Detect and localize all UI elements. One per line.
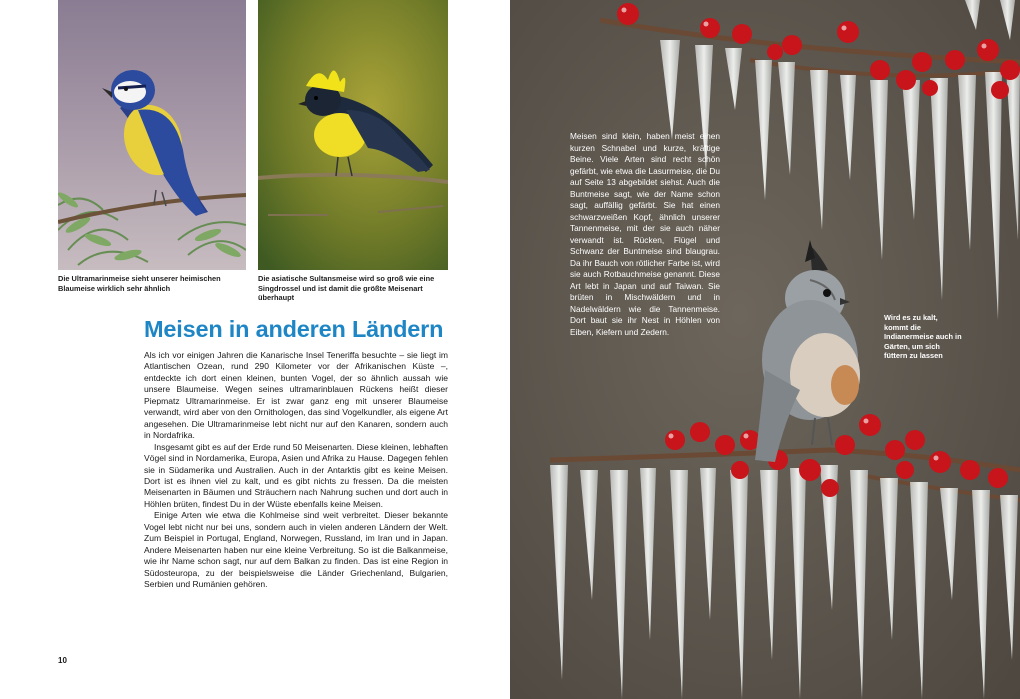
ultramarine-tit-photo xyxy=(58,0,246,270)
right-page-text: Meisen sind klein, haben meist einen kurzen Schnabel und kurze, kräftige Beine. Viele Arten sind recht schön gefärbt, wie etwa die Lasurmeise, die Du auf Seite 13 abgebildet siehst. Auch die Buntmeise sagt, wie der Name schon sagt, auffällig gefärbt. Sie hat einen schwarzweißen Kopf, ähnlich unserer Tannenmeise, mit der sie auch näher verwandt ist. Rücken, Flügel und Schwanz der Buntmeise sind blaugrau. Da ihr Bauch von rötlicher Farbe ist, wird sie auch Rotbauchmeise genannt. Diese Art lebt in Japan und auf Taiwan. Sie brüten in Mischwäldern und in Nadelwäldern wie die Tannenmeise. Dort baut sie ihr Nest in Höhlen von Eiben, Kiefern und Zedern. xyxy=(570,131,720,337)
sultan-tit-photo xyxy=(258,0,448,270)
page-number: 10 xyxy=(58,656,67,665)
caption-sultan-tit: Die asiatische Sultansmeise wird so groß wie eine Singdrossel und ist damit die größte Meisenart überhaupt xyxy=(258,274,435,303)
paragraph-2: Insgesamt gibt es auf der Erde rund 50 Meisenarten. Diese kleinen, lebhaften Vögel sind in Nordamerika, Europa, Asien und Afrika zu Hause. Dagegen fehlen sie in Südamerika und Australien. Auch in der Antarktis gibt es keine Meisen. Dort ist es ihnen viel zu kalt, und es gibt nichts zu fressen. Da die meisten Meisenarten in Bäumen und Sträuchern nach Nahrung suchen und dort auch in Höhlen brüten, findest Du in der Wüste ebenfalls keine Meisen. xyxy=(144,441,448,509)
body-text xyxy=(144,350,448,591)
paragraph-1: Als ich vor einigen Jahren die Kanarische Insel Teneriffa besuchte – sie liegt im Atlantischen Ozean, rund 290 Kilometer vor der Afrikanischen Küste –, entdeckte ich dort einen kleinen, bunten Vogel, der so ähnlich aussah wie unsere Blaumeise. Wegen seines ultramarinblauen Rückens heißt dieser Piepmatz Ultramarinmeise. Er ist zwar ganz eng mit unserer Blaumeise verwandt, wird aber von den Ornithologen, das sind Vogelkundler, als eigene Art angesehen. Die Ultramarinmeise lebt nicht nur auf den Kanaren, sondern auch in Nordafrika. xyxy=(144,350,448,441)
paragraph-3: Einige Arten wie etwa die Kohlmeise sind weit verbreitet. Dieser bekannte Vogel lebt nicht nur bei uns, sondern auch in vielen anderen Ländern der Welt. Zum Beispiel in Portugal, England, Norwegen, Russland, im Iran und in Japan. Andere Meisenarten haben nur eine kleine Verbreitung. So ist die Balkanmeise, wie ihr Name schon sagt, nur auf dem Balkan zu finden. Das ist eine Region in Südosteuropa, zu der beispielsweise die Länder Griechenland, Bulgarien, Serbien und Rumänien gehören. xyxy=(144,510,448,590)
caption-tufted-titmouse: Wird es zu kalt, kommt die Indianermeise auch in Gärten, um sich füttern zu lassen xyxy=(884,313,962,361)
page-heading: Meisen in anderen Ländern xyxy=(144,316,444,342)
caption-ultramarine-tit: Die Ultramarinmeise sieht unserer heimischen Blaumeise wirklich sehr ähnlich xyxy=(58,274,221,293)
